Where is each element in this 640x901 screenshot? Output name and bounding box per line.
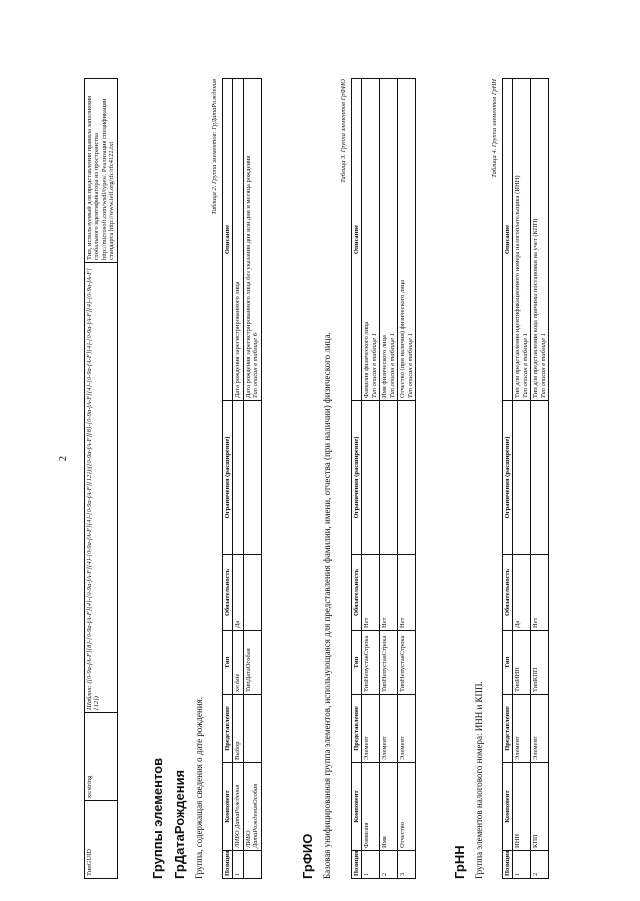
cell-repr: Элемент [398,695,416,763]
cell-desc [380,79,398,401]
cell-comp: Отчество [398,763,416,851]
cell-pos: 3 [398,851,416,879]
cell-repr: Элемент [362,695,380,763]
group-inn-title: ГрНН [452,845,467,879]
cell-repr: Выбор [233,695,243,763]
cell-desc [531,79,549,401]
header-repr: Представление [503,695,513,763]
cell-desc-text: Тип для представления кода причины постановки на учет (КПП) [532,218,540,398]
group-inn-description: Группа элементов налогового номера: ИНН и КПП. [474,681,484,879]
group-fio-title: ГрФИО [300,833,315,879]
cell-note: Тип описан в таблице 6 [252,333,260,398]
header-req: Обязательность [223,555,233,631]
header-pos: Позиция [503,851,513,879]
cell-req: Да [233,555,243,631]
group-birth-title: ГрДатаРождения [172,769,187,879]
header-desc: Описание [352,79,362,401]
table-row [513,79,531,879]
cell-note: Тип описан в таблице 1 [388,333,396,398]
cell-pos: 1 [362,851,380,879]
table-row [85,79,118,879]
cell-desc-text: Дата рождения зарегистрированного лица без указания дня или дня и месяца рождения [244,155,252,398]
cell-pos: 2 [531,851,549,879]
cell-comp: ИНН [513,763,531,851]
cell-pos [243,851,261,879]
header-type: Тип [503,631,513,695]
description-cell: Тип, используемый для представления правила заполнения глобального идентификатора из пространства http://microsoft.com/wsdl/types/. Реализация спецификации стандарта http://www.ietf.org/rfc/rfc4122.txt [85,79,118,263]
header-req: Обязательность [503,555,513,631]
cell-desc [362,79,380,401]
header-restr: Ограничения (расширение) [223,401,233,555]
header-desc: Описание [223,79,233,401]
cell-pos: 1 [233,851,243,879]
cell-comp: Фамилия [362,763,380,851]
cell-req: Нет [380,555,398,631]
cell-note: Тип описан в таблице 1 [406,333,414,398]
table-row [362,79,380,879]
table-row [233,79,243,879]
group-fio-description: Базовая унифицированная группа элементов, использующаяся для представления фамилии, имени, отчества (при наличии) физического лица. [322,332,332,879]
cell-restr [513,401,531,555]
header-restr: Ограничения (расширение) [352,401,362,555]
cell-type: ТипДатаОсобая [243,631,261,695]
cell-type: ТипИНН [513,631,531,695]
cell-note: Тип описан в таблице 1 [539,333,547,398]
cell-restr [531,401,549,555]
header-req: Обязательность [352,555,362,631]
table-row [531,79,549,879]
cell-note: Тип описан в таблице 1 [370,333,378,398]
cell-desc-text: Отчество (при наличии) физического лица [399,279,407,398]
table-header-row [352,79,362,879]
group-fio-table [351,78,416,879]
group-birth-description: Группа, содержащая сведения о дате рождения. [194,696,204,879]
cell-comp: ЛИБО ДатаРожденияОсобая [243,763,261,851]
cell-restr [380,401,398,555]
cell-desc-text: Фамилия физического лица [363,321,371,398]
cell-comp: Имя [380,763,398,851]
header-comp: Компонент [352,763,362,851]
group-inn-caption: Таблица 4. Группа элементов ГрНН [491,79,498,178]
cell-repr [243,695,261,763]
header-repr: Представление [352,695,362,763]
cell-comp: КПП [531,763,549,851]
cell-desc [233,79,243,401]
cell-req [243,555,261,631]
cell-restr [243,401,261,555]
table-header-row [223,79,233,879]
header-desc: Описание [503,79,513,401]
pattern-cell: Шаблон: ([0-9a-fA-F]{8}-[0-9a-fA-F]{4}-[0-9a-fA-F]{4}-[0-9a-fA-F]{4}-[0-9a-fA-F]{12})|([0-9a-fA-F]{8}-[0-9a-fA-F]{4}-[0-9a-fA-F]{4}-[0-9a-fA-F]{4}-[0-9a-fA-F]{12}) [85,263,118,713]
cell-desc-text: Дата рождения зарегистрированного лица [234,281,242,398]
cell-restr [398,401,416,555]
type-name-cell: ТипGUID [85,801,118,879]
header-pos: Позиция [223,851,233,879]
cell-repr: Элемент [513,695,531,763]
cell-req: Нет [398,555,416,631]
header-pos: Позиция [352,851,362,879]
cell-req: Да [513,555,531,631]
table-row [398,79,416,879]
page-number: 2 [58,456,69,461]
cell-desc-text: Тип для представления идентификационного номера налогоплательщика (ИНН) [514,175,522,398]
cell-type: ТипНепустаяСтрока [362,631,380,695]
guid-type-table [84,78,118,879]
cell-type: xs:date [233,631,243,695]
cell-restr [362,401,380,555]
table-row [243,79,261,879]
group-fio-caption: Таблица 3. Группа элементов ГрФИО [340,79,347,183]
table-row [380,79,398,879]
header-comp: Компонент [223,763,233,851]
base-type-cell: xs:string [85,713,118,801]
section-title: Группы элементов [150,757,165,879]
cell-pos: 1 [513,851,531,879]
cell-pos: 2 [380,851,398,879]
header-restr: Ограничения (расширение) [503,401,513,555]
table-header-row [503,79,513,879]
cell-note: Тип описан в таблице 1 [521,333,529,398]
cell-type: ТипНепустаяСтрока [380,631,398,695]
cell-desc [243,79,261,401]
cell-repr: Элемент [531,695,549,763]
cell-req: Нет [531,555,549,631]
group-inn-table [502,78,549,879]
cell-desc-text: Имя физического лица [381,335,389,398]
group-birth-caption: Таблица 2. Группа элементов: ГрДатаРождения [211,79,218,215]
header-comp: Компонент [503,763,513,851]
cell-restr [233,401,243,555]
group-birth-table [222,78,262,879]
cell-comp: ЛИБО ДатаРождения [233,763,243,851]
cell-desc [513,79,531,401]
cell-desc [398,79,416,401]
header-repr: Представление [223,695,233,763]
header-type: Тип [223,631,233,695]
header-type: Тип [352,631,362,695]
cell-type: ТипНепустаяСтрока [398,631,416,695]
cell-type: ТипКПП [531,631,549,695]
cell-repr: Элемент [380,695,398,763]
cell-req: Нет [362,555,380,631]
